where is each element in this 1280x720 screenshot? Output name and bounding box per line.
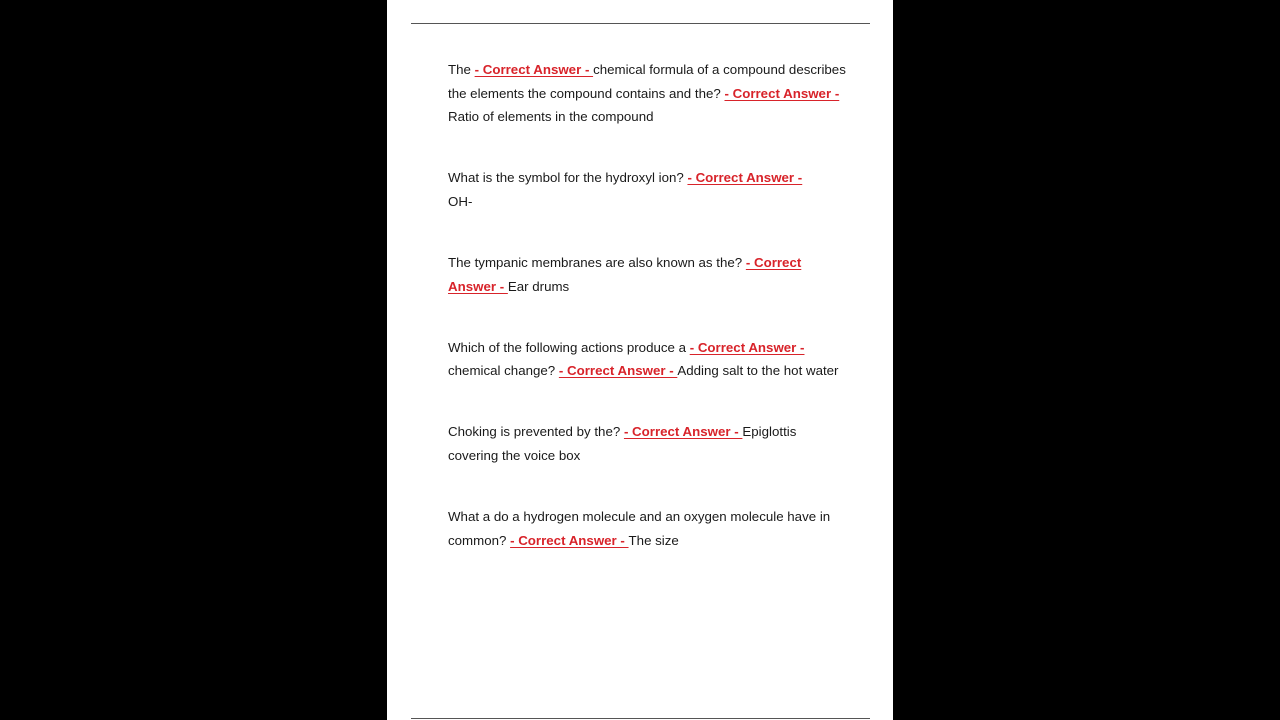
qa-item-2 — [448, 166, 848, 213]
qa-text: The — [448, 62, 475, 77]
qa-text: The tympanic membranes are also known as the? — [448, 254, 746, 270]
qa-item-1 — [448, 58, 848, 129]
page-top-rule — [411, 23, 870, 24]
qa-item-4 — [448, 336, 848, 383]
qa-text: Choking is prevented by the? — [448, 424, 624, 440]
qa-text: chemical change? — [448, 363, 559, 379]
qa-text: What is the symbol for the hydroxyl ion? — [448, 170, 688, 186]
answer-marker: - Correct Answer - — [687, 170, 803, 186]
qa-answer-text: Epiglottis covering the voice box — [448, 424, 797, 463]
qa-text: What a do a hydrogen molecule and an oxygen molecule have in common? — [448, 509, 831, 548]
answer-marker: - Correct Answer - — [558, 363, 678, 379]
answer-marker: - Correct Answer - — [623, 424, 743, 440]
qa-answer-text: Adding salt to the hot water — [677, 363, 839, 379]
qa-text: Which of the following actions produce a — [448, 339, 690, 355]
qa-item-3 — [448, 251, 848, 298]
qa-answer-text: Ratio of elements in the compound — [448, 109, 654, 125]
qa-list — [448, 58, 848, 590]
page-bottom-rule — [411, 718, 870, 719]
document-page — [387, 0, 893, 720]
qa-item-6 — [448, 505, 848, 552]
qa-answer-text: Ear drums — [507, 278, 570, 294]
qa-text: chemical formula of a compound describes the elements the compound contains and the? — [448, 62, 846, 101]
answer-marker: - Correct Answer - — [474, 62, 594, 77]
answer-marker: - Correct Answer - — [724, 85, 840, 101]
qa-answer-text: The size — [628, 532, 679, 548]
answer-marker: - Correct Answer - — [510, 532, 629, 548]
answer-marker: - Correct Answer - — [448, 254, 802, 294]
answer-marker: - Correct Answer - — [689, 339, 805, 355]
qa-answer-text: OH- — [448, 193, 473, 209]
qa-item-5 — [448, 420, 848, 467]
